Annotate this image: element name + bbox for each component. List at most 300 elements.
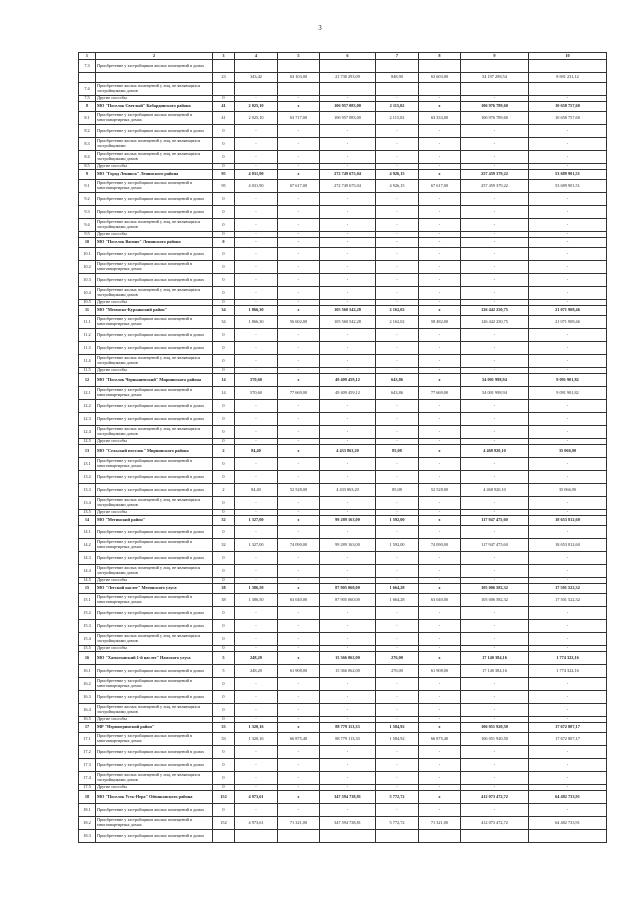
- cell-value: -: [376, 426, 419, 439]
- cell-value: 0: [213, 426, 235, 439]
- section-row: [79, 584, 607, 594]
- cell-value: -: [419, 646, 461, 652]
- cell-value: -: [461, 219, 529, 232]
- cell-value: 1 386,50: [235, 584, 278, 594]
- cell-value: -: [320, 426, 376, 439]
- cell-value: [213, 60, 235, 73]
- cell-value: -: [461, 497, 529, 510]
- row-name: Приобретение у застройщиков жилых помещений в домах: [96, 400, 213, 413]
- cell-value: -: [461, 329, 529, 342]
- cell-value: 0: [213, 526, 235, 539]
- cell-value: -: [235, 355, 278, 368]
- cell-value: -: [376, 620, 419, 633]
- cell-value: -: [419, 164, 461, 170]
- cell-value: -: [529, 471, 607, 484]
- cell-value: -: [278, 565, 320, 578]
- row-id: 16.5: [79, 717, 96, 723]
- cell-value: -: [529, 704, 607, 717]
- cell-value: -: [529, 342, 607, 355]
- cell-value: -: [235, 426, 278, 439]
- cell-value: -: [419, 426, 461, 439]
- row-name: Приобретение у застройщиков жилых помещений в домах: [96, 413, 213, 426]
- cell-value: -: [235, 526, 278, 539]
- cell-value: 257 459 379,22: [461, 170, 529, 180]
- cell-value: 1 584,92: [376, 723, 419, 733]
- row-id: 17.3: [79, 759, 96, 772]
- cell-value: x: [278, 374, 320, 387]
- cell-value: -: [278, 678, 320, 691]
- row-name: Приобретение у застройщиков жилых помещений в многоквартирных домах: [96, 678, 213, 691]
- cell-value: -: [278, 342, 320, 355]
- cell-value: -: [461, 471, 529, 484]
- row-id: 14.4: [79, 565, 96, 578]
- cell-value: -: [419, 804, 461, 817]
- cell-value: 54 197 298,54: [461, 73, 529, 83]
- cell-value: -: [376, 355, 419, 368]
- row-id: 16: [79, 652, 96, 665]
- cell-value: -: [419, 355, 461, 368]
- cell-value: -: [419, 704, 461, 717]
- cell-value: -: [320, 772, 376, 785]
- cell-value: 35 066,90: [529, 445, 607, 458]
- cell-value: -: [529, 678, 607, 691]
- cell-value: 34: [213, 306, 235, 316]
- cell-value: 38: [213, 584, 235, 594]
- row-name: МО "Поселок Светлый" Кабардинского района: [96, 102, 213, 112]
- row-name: Приобретение у застройщиков жилых помещений в домах: [96, 274, 213, 287]
- cell-value: -: [529, 759, 607, 772]
- section-row: [79, 306, 607, 316]
- cell-value: 412 073 472,72: [461, 791, 529, 804]
- cell-value: -: [376, 151, 419, 164]
- cell-value: [320, 60, 376, 73]
- cell-value: x: [419, 102, 461, 112]
- cell-value: 10 658 757,60: [529, 102, 607, 112]
- cell-value: 87 905 060,00: [320, 584, 376, 594]
- cell-value: -: [376, 772, 419, 785]
- cell-value: 105 560 542,28: [320, 306, 376, 316]
- cell-value: -: [529, 400, 607, 413]
- cell-value: -: [278, 552, 320, 565]
- cell-value: 1 866,30: [235, 306, 278, 316]
- cell-value: -: [376, 578, 419, 584]
- cell-value: -: [376, 274, 419, 287]
- cell-value: -: [235, 633, 278, 646]
- cell-value: 63 040,00: [419, 594, 461, 607]
- cell-value: 17 672 807,17: [529, 723, 607, 733]
- cell-value: -: [461, 678, 529, 691]
- cell-value: 56 602,00: [278, 316, 320, 329]
- cell-value: -: [320, 368, 376, 374]
- row-id: 17: [79, 723, 96, 733]
- cell-value: 106 051 920,50: [461, 723, 529, 733]
- table-row: [79, 180, 607, 193]
- cell-value: -: [376, 678, 419, 691]
- row-id: 11: [79, 306, 96, 316]
- row-id: 14.2: [79, 539, 96, 552]
- table-row: [79, 691, 607, 704]
- cell-value: -: [461, 232, 529, 238]
- cell-value: x: [278, 723, 320, 733]
- row-name: Другие способы: [96, 717, 213, 723]
- cell-value: 2 162,02: [376, 306, 419, 316]
- table-row: [79, 387, 607, 400]
- cell-value: -: [461, 248, 529, 261]
- cell-value: -: [376, 439, 419, 445]
- cell-value: [419, 830, 461, 843]
- table-row: [79, 206, 607, 219]
- cell-value: -: [320, 439, 376, 445]
- cell-value: x: [419, 306, 461, 316]
- cell-value: 66 875,40: [419, 733, 461, 746]
- section-row: [79, 791, 607, 804]
- cell-value: -: [278, 329, 320, 342]
- table-row: [79, 60, 607, 73]
- cell-value: -: [235, 232, 278, 238]
- cell-value: -: [235, 238, 278, 248]
- cell-value: -: [235, 96, 278, 102]
- cell-value: 0: [213, 413, 235, 426]
- cell-value: -: [419, 510, 461, 516]
- cell-value: 33: [213, 733, 235, 746]
- row-name: Приобретение у застройщиков жилых помещений в домах: [96, 60, 213, 73]
- cell-value: -: [376, 125, 419, 138]
- cell-value: -: [320, 704, 376, 717]
- row-id: 16.4: [79, 704, 96, 717]
- cell-value: [461, 83, 529, 96]
- section-row: [79, 516, 607, 526]
- cell-value: -: [529, 164, 607, 170]
- table-row: [79, 73, 607, 83]
- cell-value: -: [461, 552, 529, 565]
- cell-value: -: [320, 578, 376, 584]
- cell-value: 63 333,00: [419, 112, 461, 125]
- column-number: 2: [96, 53, 213, 60]
- row-id: 18.1: [79, 804, 96, 817]
- cell-value: -: [376, 138, 419, 151]
- cell-value: -: [278, 471, 320, 484]
- cell-value: x: [278, 584, 320, 594]
- cell-value: -: [320, 193, 376, 206]
- cell-value: x: [419, 516, 461, 526]
- cell-value: -: [320, 151, 376, 164]
- cell-value: -: [235, 342, 278, 355]
- table-row: [79, 287, 607, 300]
- cell-value: [235, 60, 278, 73]
- row-id: 8.1: [79, 112, 96, 125]
- column-number: 7: [376, 53, 419, 60]
- cell-value: -: [278, 759, 320, 772]
- cell-value: -: [320, 248, 376, 261]
- cell-value: -: [529, 804, 607, 817]
- cell-value: -: [419, 471, 461, 484]
- cell-value: -: [235, 400, 278, 413]
- table-row: [79, 484, 607, 497]
- cell-value: 17 672 807,17: [529, 733, 607, 746]
- cell-value: 2: [213, 484, 235, 497]
- cell-value: 0: [213, 193, 235, 206]
- cell-value: -: [461, 759, 529, 772]
- cell-value: 0: [213, 238, 235, 248]
- cell-value: 0: [213, 471, 235, 484]
- cell-value: 570,60: [235, 387, 278, 400]
- cell-value: -: [529, 125, 607, 138]
- cell-value: 106 976 789,60: [461, 102, 529, 112]
- cell-value: -: [419, 125, 461, 138]
- cell-value: 4 468 920,10: [461, 484, 529, 497]
- cell-value: -: [320, 785, 376, 791]
- cell-value: 17 501 522,32: [529, 594, 607, 607]
- cell-value: 21 730 293,09: [320, 73, 376, 83]
- row-id: 14.5: [79, 578, 96, 584]
- cell-value: 106 957 083,00: [320, 102, 376, 112]
- row-id: 11.2: [79, 329, 96, 342]
- cell-value: 106 957 083,00: [320, 112, 376, 125]
- cell-value: 64 482 733,91: [529, 791, 607, 804]
- cell-value: 34: [213, 316, 235, 329]
- cell-value: -: [278, 772, 320, 785]
- cell-value: -: [376, 691, 419, 704]
- table-row: [79, 426, 607, 439]
- cell-value: 5 772,72: [376, 817, 419, 830]
- cell-value: -: [278, 164, 320, 170]
- cell-value: -: [419, 238, 461, 248]
- section-row: [79, 445, 607, 458]
- row-name: Приобретение у застройщиков жилых помещений в многоквартирных домах: [96, 180, 213, 193]
- row-name: Приобретение жилых помещений у лиц, не являющихся застройщиками домов: [96, 772, 213, 785]
- row-name: Другие способы: [96, 164, 213, 170]
- cell-value: -: [235, 578, 278, 584]
- cell-value: 412 073 472,72: [461, 817, 529, 830]
- cell-value: -: [320, 355, 376, 368]
- table-row: [79, 633, 607, 646]
- cell-value: 570,60: [235, 374, 278, 387]
- row-name: Приобретение у застройщиков жилых помещений в многоквартирных домах: [96, 387, 213, 400]
- cell-value: 17 140 384,16: [461, 665, 529, 678]
- row-id: 14.3: [79, 552, 96, 565]
- cell-value: 99 289 163,00: [320, 539, 376, 552]
- table-row: [79, 620, 607, 633]
- cell-value: -: [376, 717, 419, 723]
- row-id: 17.5: [79, 785, 96, 791]
- row-id: 8.4: [79, 151, 96, 164]
- page-number: 3: [318, 24, 322, 32]
- cell-value: -: [320, 219, 376, 232]
- cell-value: -: [320, 232, 376, 238]
- row-name: Приобретение у застройщиков жилых помещений в домах: [96, 665, 213, 678]
- cell-value: -: [529, 206, 607, 219]
- cell-value: [213, 830, 235, 843]
- row-name: МР "Нерюнгринский район": [96, 723, 213, 733]
- cell-value: -: [320, 552, 376, 565]
- row-id: 18.2: [79, 817, 96, 830]
- cell-value: -: [320, 206, 376, 219]
- cell-value: 272 749 675,04: [320, 170, 376, 180]
- cell-value: 106 976 789,60: [461, 112, 529, 125]
- cell-value: -: [529, 287, 607, 300]
- cell-value: -: [320, 274, 376, 287]
- cell-value: 63 103,00: [278, 73, 320, 83]
- cell-value: -: [461, 804, 529, 817]
- cell-value: -: [529, 552, 607, 565]
- cell-value: [278, 60, 320, 73]
- cell-value: 63 717,00: [278, 112, 320, 125]
- cell-value: [278, 830, 320, 843]
- cell-value: -: [461, 717, 529, 723]
- row-name: МО "Поселок Вагино" Ленинского района: [96, 238, 213, 248]
- row-id: 10.1: [79, 248, 96, 261]
- cell-value: -: [461, 526, 529, 539]
- cell-value: -: [529, 248, 607, 261]
- cell-value: 85,08: [376, 445, 419, 458]
- cell-value: -: [235, 151, 278, 164]
- cell-value: -: [419, 400, 461, 413]
- cell-value: 117 947 475,60: [461, 516, 529, 526]
- cell-value: -: [376, 471, 419, 484]
- table-row: [79, 471, 607, 484]
- row-id: 9.5: [79, 232, 96, 238]
- cell-value: -: [235, 439, 278, 445]
- cell-value: 0: [213, 458, 235, 471]
- cell-value: -: [461, 785, 529, 791]
- row-name: Приобретение у застройщиков жилых помещений в домах: [96, 342, 213, 355]
- cell-value: 1 774 322,16: [529, 665, 607, 678]
- cell-value: -: [235, 691, 278, 704]
- cell-value: -: [278, 238, 320, 248]
- row-name: Приобретение жилых помещений у лиц, не являющихся застройщиками домов: [96, 287, 213, 300]
- cell-value: 1 664,28: [376, 594, 419, 607]
- cell-value: 347 594 738,81: [320, 791, 376, 804]
- table-row: [79, 678, 607, 691]
- cell-value: 23: [213, 73, 235, 83]
- cell-value: 49 409 459,12: [320, 374, 376, 387]
- cell-value: [278, 83, 320, 96]
- cell-value: -: [235, 510, 278, 516]
- cell-value: 95: [213, 180, 235, 193]
- cell-value: 0: [213, 96, 235, 102]
- cell-value: 71 321,00: [419, 817, 461, 830]
- cell-value: -: [461, 704, 529, 717]
- cell-value: -: [461, 287, 529, 300]
- row-name: МО "Поселок Чернышевский" Мирнинского района: [96, 374, 213, 387]
- row-name: [96, 73, 213, 83]
- cell-value: x: [278, 170, 320, 180]
- cell-value: -: [376, 413, 419, 426]
- table-row: [79, 261, 607, 274]
- cell-value: 63 040,00: [278, 594, 320, 607]
- column-number: 3: [213, 53, 235, 60]
- row-id: 18.3: [79, 830, 96, 843]
- cell-value: 0: [213, 261, 235, 274]
- cell-value: -: [320, 804, 376, 817]
- row-name: МО "Мегинский район": [96, 516, 213, 526]
- cell-value: -: [376, 552, 419, 565]
- cell-value: 0: [213, 772, 235, 785]
- cell-value: 5 772,72: [376, 791, 419, 804]
- cell-value: -: [235, 746, 278, 759]
- cell-value: 1 584,92: [376, 733, 419, 746]
- row-id: 16.1: [79, 665, 96, 678]
- row-id: 11.4: [79, 355, 96, 368]
- table-row: [79, 772, 607, 785]
- cell-value: 21 071 908,46: [529, 306, 607, 316]
- cell-value: -: [461, 400, 529, 413]
- cell-value: -: [419, 368, 461, 374]
- cell-value: -: [376, 746, 419, 759]
- table-row: [79, 316, 607, 329]
- cell-value: 0: [213, 355, 235, 368]
- cell-value: -: [461, 691, 529, 704]
- cell-value: -: [529, 772, 607, 785]
- cell-value: -: [461, 368, 529, 374]
- row-name: Приобретение у застройщиков жилых помещений в многоквартирных домах: [96, 261, 213, 274]
- cell-value: -: [278, 232, 320, 238]
- row-name: Приобретение у застройщиков жилых помещений в домах: [96, 607, 213, 620]
- cell-value: -: [278, 426, 320, 439]
- row-name: Приобретение у застройщиков жилых помещений в домах: [96, 193, 213, 206]
- cell-value: 0: [213, 138, 235, 151]
- cell-value: x: [419, 723, 461, 733]
- cell-value: 99 289 163,00: [320, 516, 376, 526]
- row-id: 15.1: [79, 594, 96, 607]
- cell-value: -: [376, 193, 419, 206]
- cell-value: 77 669,00: [419, 387, 461, 400]
- cell-value: 0: [213, 368, 235, 374]
- cell-value: x: [278, 306, 320, 316]
- row-name: Приобретение жилых помещений у лиц, не являющихся застройщиками домов: [96, 83, 213, 96]
- cell-value: -: [529, 151, 607, 164]
- row-name: Приобретение у застройщиков жилых помещений в многоквартирных домах: [96, 539, 213, 552]
- row-name: Приобретение у застройщиков жилых помещений в домах: [96, 329, 213, 342]
- cell-value: 4 926,15: [376, 170, 419, 180]
- cell-value: 257 459 379,22: [461, 180, 529, 193]
- cell-value: 53 689 901,51: [529, 180, 607, 193]
- cell-value: -: [529, 261, 607, 274]
- cell-value: -: [529, 785, 607, 791]
- cell-value: x: [419, 374, 461, 387]
- row-id: 9: [79, 170, 96, 180]
- row-id: 13.2: [79, 471, 96, 484]
- table-row: [79, 125, 607, 138]
- cell-value: 105 560 542,28: [320, 316, 376, 329]
- row-id: 11.1: [79, 316, 96, 329]
- cell-value: -: [278, 400, 320, 413]
- cell-value: -: [461, 633, 529, 646]
- cell-value: -: [278, 458, 320, 471]
- row-id: 13.3: [79, 484, 96, 497]
- cell-value: -: [419, 717, 461, 723]
- cell-value: -: [235, 287, 278, 300]
- row-name: Приобретение у застройщиков жилых помещений в домах: [96, 125, 213, 138]
- cell-value: -: [461, 439, 529, 445]
- cell-value: 0: [213, 232, 235, 238]
- cell-value: -: [278, 746, 320, 759]
- cell-value: -: [461, 565, 529, 578]
- cell-value: -: [529, 300, 607, 306]
- cell-value: 61 908,00: [419, 665, 461, 678]
- row-name: Приобретение у застройщиков жилых помещений в домах: [96, 248, 213, 261]
- cell-value: -: [320, 287, 376, 300]
- row-name: Приобретение у застройщиков жилых помещений в домах: [96, 830, 213, 843]
- cell-value: 1 664,28: [376, 584, 419, 594]
- column-number: 5: [278, 53, 320, 60]
- table-row: [79, 817, 607, 830]
- cell-value: -: [461, 206, 529, 219]
- cell-value: [213, 83, 235, 96]
- cell-value: -: [529, 439, 607, 445]
- table-row: [79, 830, 607, 843]
- cell-value: 4 468 920,10: [461, 445, 529, 458]
